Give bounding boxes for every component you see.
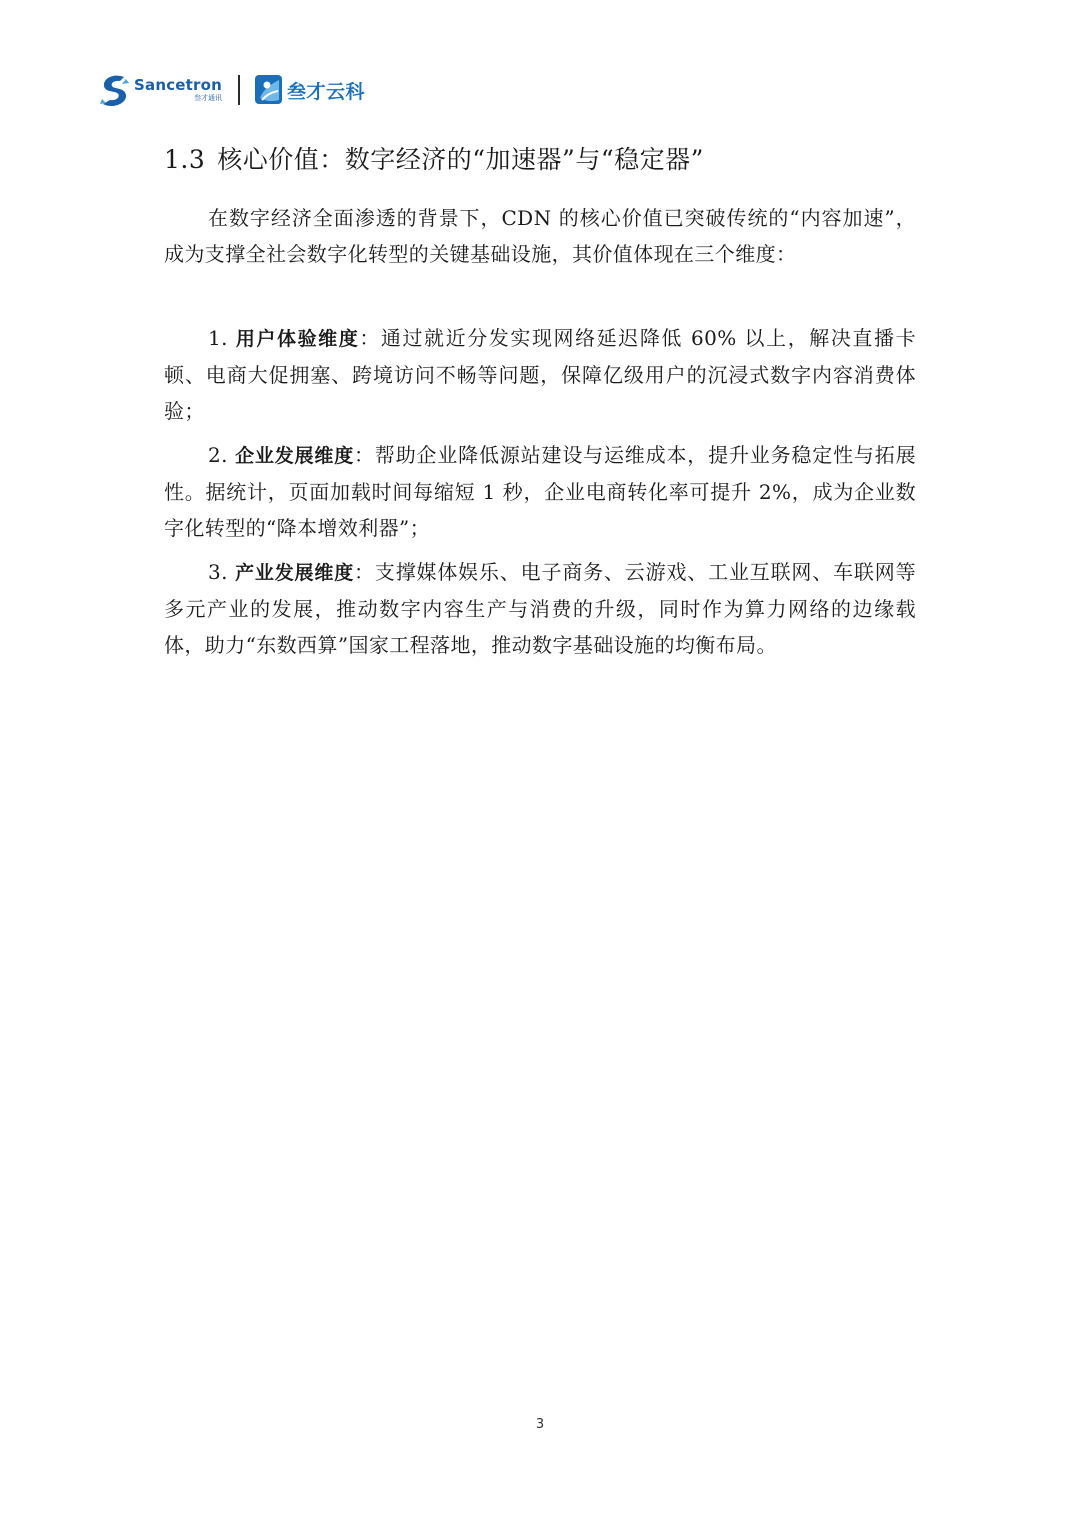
intro-paragraph: 在数字经济全面渗透的背景下，CDN 的核心价值已突破传统的“内容加速”，成为支撑全社会数字化转型的关键基础设施，其价值体现在三个维度：: [164, 206, 916, 266]
section-title: 核心价值：数字经济的“加速器”与“稳定器”: [217, 145, 704, 174]
page-content: [164, 140, 916, 671]
sancai-cloud-logo-icon: [254, 74, 284, 106]
list-item-number: 3.: [208, 560, 228, 584]
section-heading: [164, 140, 916, 180]
page-number: 3: [535, 1417, 545, 1432]
list-item-text: ：支撑媒体娱乐、电子商务、云游戏、工业互联网、车联网等多元产业的发展，推动数字内容生产与消费的升级，同时作为算力网络的边缘载体，助力“东数西算”国家工程落地，推动数字基础设施的均衡布局。: [164, 560, 916, 657]
section-number: 1.3: [164, 145, 206, 174]
list-item-text: ：通过就近分发实现网络延迟降低 60% 以上，解决直播卡顿、电商大促拥塞、跨境访问不畅等问题，保障亿级用户的沉浸式数字内容消费体验；: [164, 326, 916, 423]
list-item-number: 2.: [208, 443, 228, 467]
list-item-text: ：帮助企业降低源站建设与运维成本，提升业务稳定性与拓展性。据统计，页面加载时间每缩短 1 秒，企业电商转化率可提升 2%，成为企业数字化转型的“降本增效利器”；: [164, 443, 916, 540]
list-item-number: 1.: [208, 326, 228, 350]
brand-subtitle: 叁才通讯: [194, 94, 223, 102]
sancetron-logo: [100, 73, 222, 107]
list-item-label: 用户体验维度: [235, 328, 360, 350]
list-item: [164, 320, 916, 429]
list-item: [164, 554, 916, 663]
list-item-label: 企业发展维度: [235, 445, 355, 467]
brand-cn-name: 叁才云科: [287, 80, 366, 103]
sancetron-logo-icon: [100, 73, 130, 107]
brand-name: Sancetron: [134, 76, 223, 94]
header-divider: [238, 75, 240, 105]
page-header: [100, 68, 365, 112]
sancai-cloud-logo: [254, 74, 365, 106]
list-item: [164, 437, 916, 546]
list-item-label: 产业发展维度: [235, 562, 355, 584]
